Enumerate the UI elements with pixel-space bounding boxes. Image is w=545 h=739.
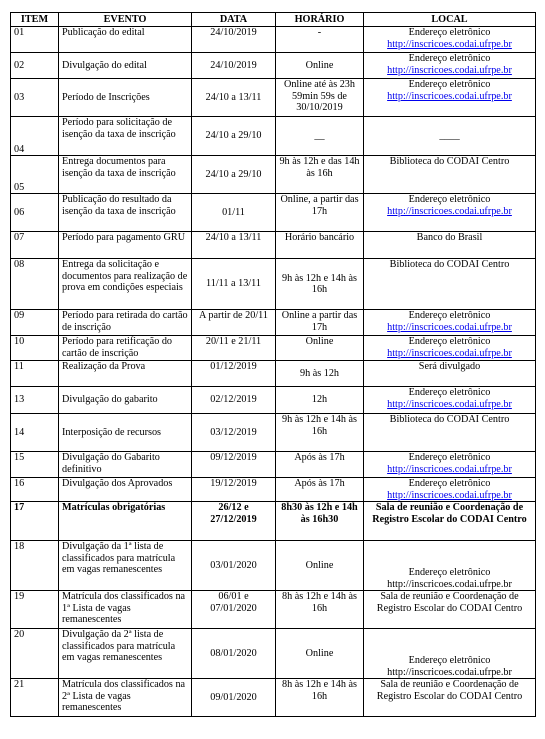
cell-evento: Interposição de recursos xyxy=(59,414,192,452)
local-url-link[interactable]: http://inscricoes.codai.ufrpe.br xyxy=(387,463,512,475)
cell-local xyxy=(364,452,536,478)
table-row xyxy=(11,27,536,53)
cell-evento: Período para solicitação de isenção da taxa de inscrição xyxy=(59,117,192,156)
local-label: Endereço eletrônico xyxy=(408,452,491,463)
cell-local xyxy=(364,478,536,502)
cell-data: 26/12 e 27/12/2019 xyxy=(192,502,276,541)
table-row xyxy=(11,679,536,717)
cell-evento: Divulgação da 2ª lista de classificados para matrícula em vagas remanescentes xyxy=(59,629,192,679)
cell-local xyxy=(364,679,536,717)
cell-horario: 9h às 12h e 14h às 16h xyxy=(276,414,364,452)
cell-horario: Online xyxy=(276,336,364,361)
cell-item: 19 xyxy=(11,591,59,629)
local-label: Endereço eletrônico xyxy=(408,567,491,578)
cell-local xyxy=(364,336,536,361)
cell-evento: Período para pagamento GRU xyxy=(59,232,192,259)
cell-horario: __ xyxy=(276,117,364,156)
cell-item: 05 xyxy=(11,156,59,194)
cell-data: 24/10/2019 xyxy=(192,53,276,79)
cell-local xyxy=(364,361,536,387)
table-row xyxy=(11,478,536,502)
local-url-link[interactable]: http://inscricoes.codai.ufrpe.br xyxy=(387,90,512,102)
cell-evento: Divulgação dos Aprovados xyxy=(59,478,192,502)
local-label: Endereço eletrônico xyxy=(408,310,491,321)
cell-item: 04 xyxy=(11,117,59,156)
cell-local xyxy=(364,79,536,117)
cell-horario: 9h às 12h xyxy=(276,361,364,387)
table-row xyxy=(11,310,536,336)
cell-local xyxy=(364,117,536,156)
cell-horario: Online a partir das 17h xyxy=(276,310,364,336)
cell-horario: 8h às 12h e 14h às 16h xyxy=(276,679,364,717)
cell-evento: Matrícula dos classificados na 2ª Lista de vagas remanescentes xyxy=(59,679,192,717)
header-evento: EVENTO xyxy=(59,13,192,27)
local-label: Será divulgado xyxy=(418,361,481,372)
local-url-text: http://inscricoes.codai.ufrpe.br xyxy=(387,578,512,590)
cell-horario: Online até às 23h 59min 59s de 30/10/2019 xyxy=(276,79,364,117)
table-row xyxy=(11,414,536,452)
cell-data: 20/11 e 21/11 xyxy=(192,336,276,361)
table-row xyxy=(11,156,536,194)
local-url-link[interactable]: http://inscricoes.codai.ufrpe.br xyxy=(387,347,512,359)
cell-evento: Matrícula dos classificados na 1ª Lista de vagas remanescentes xyxy=(59,591,192,629)
cell-data: A partir de 20/11 xyxy=(192,310,276,336)
cell-data: 24/10 a 29/10 xyxy=(192,117,276,156)
cell-horario: 12h xyxy=(276,387,364,414)
local-label: Endereço eletrônico xyxy=(408,194,491,205)
cell-item: 08 xyxy=(11,259,59,310)
cell-evento: Divulgação da 1ª lista de classificados para matrícula em vagas remanescentes xyxy=(59,541,192,591)
local-label: Endereço eletrônico xyxy=(408,53,491,64)
cell-item: 20 xyxy=(11,629,59,679)
cell-horario: 8h30 às 12h e 14h às 16h30 xyxy=(276,502,364,541)
header-horario: HORÁRIO xyxy=(276,13,364,27)
table-row xyxy=(11,117,536,156)
cell-item: 13 xyxy=(11,387,59,414)
cell-data: 01/11 xyxy=(192,194,276,232)
table-row xyxy=(11,259,536,310)
local-label: Endereço eletrônico xyxy=(408,655,491,666)
cell-item: 01 xyxy=(11,27,59,53)
cell-local xyxy=(364,232,536,259)
table-row xyxy=(11,79,536,117)
cell-local xyxy=(364,27,536,53)
cell-item: 06 xyxy=(11,194,59,232)
cell-horario: Após às 17h xyxy=(276,452,364,478)
local-label: Biblioteca do CODAI Centro xyxy=(389,259,510,270)
cell-data: 06/01 e 07/01/2020 xyxy=(192,591,276,629)
cell-horario: Online, a partir das 17h xyxy=(276,194,364,232)
table-row xyxy=(11,387,536,414)
cell-item: 16 xyxy=(11,478,59,502)
table-row xyxy=(11,361,536,387)
cell-horario: 9h às 12h e das 14h às 16h xyxy=(276,156,364,194)
local-label: Endereço eletrônico xyxy=(408,478,491,489)
table-row xyxy=(11,591,536,629)
table-header-row xyxy=(11,13,536,27)
cell-data: 08/01/2020 xyxy=(192,629,276,679)
local-label: Banco do Brasil xyxy=(416,232,483,243)
cell-item: 10 xyxy=(11,336,59,361)
cell-local xyxy=(364,414,536,452)
header-item: ITEM xyxy=(11,13,59,27)
cell-evento: Publicação do edital xyxy=(59,27,192,53)
cell-local xyxy=(364,387,536,414)
cell-local xyxy=(364,259,536,310)
cell-data: 24/10 a 13/11 xyxy=(192,79,276,117)
cell-data: 19/12/2019 xyxy=(192,478,276,502)
cell-local xyxy=(364,53,536,79)
schedule-table xyxy=(10,12,536,717)
table-row xyxy=(11,232,536,259)
cell-evento: Divulgação do gabarito xyxy=(59,387,192,414)
cell-local xyxy=(364,502,536,541)
cell-evento: Matrículas obrigatórias xyxy=(59,502,192,541)
cell-data: 03/12/2019 xyxy=(192,414,276,452)
cell-item: 15 xyxy=(11,452,59,478)
cell-evento: Período de Inscrições xyxy=(59,79,192,117)
local-label: Sala de reunião e Coordenação de Registro Escolar do CODAI Centro xyxy=(376,591,523,614)
cell-horario: 8h às 12h e 14h às 16h xyxy=(276,591,364,629)
cell-item: 17 xyxy=(11,502,59,541)
cell-evento: Publicação do resultado da isenção da taxa de inscrição xyxy=(59,194,192,232)
cell-data: 24/10 a 13/11 xyxy=(192,232,276,259)
local-label: Sala de reunião e Coordenação de Registro Escolar do CODAI Centro xyxy=(372,502,527,525)
cell-data: 01/12/2019 xyxy=(192,361,276,387)
cell-data: 09/12/2019 xyxy=(192,452,276,478)
cell-item: 11 xyxy=(11,361,59,387)
cell-item: 09 xyxy=(11,310,59,336)
local-url-link[interactable]: http://inscricoes.codai.ufrpe.br xyxy=(387,489,512,501)
cell-evento: Divulgação do edital xyxy=(59,53,192,79)
cell-horario: 9h às 12h e 14h às 16h xyxy=(276,259,364,310)
cell-evento: Entrega documentos para isenção da taxa de inscrição xyxy=(59,156,192,194)
local-label: Sala de reunião e Coordenação de Registro Escolar do CODAI Centro xyxy=(376,679,523,702)
local-label: Biblioteca do CODAI Centro xyxy=(389,156,510,167)
cell-horario: - xyxy=(276,27,364,53)
cell-evento: Entrega da solicitação e documentos para realização de prova em condições especiais xyxy=(59,259,192,310)
cell-horario: Online xyxy=(276,53,364,79)
local-label: Biblioteca do CODAI Centro xyxy=(389,414,510,425)
cell-item: 03 xyxy=(11,79,59,117)
cell-data: 24/10 a 29/10 xyxy=(192,156,276,194)
cell-horario: Online xyxy=(276,629,364,679)
cell-evento: Realização da Prova xyxy=(59,361,192,387)
local-label: ____ xyxy=(439,130,460,142)
local-label: Endereço eletrônico xyxy=(408,336,491,347)
table-row xyxy=(11,194,536,232)
table-row xyxy=(11,336,536,361)
local-url-text: http://inscricoes.codai.ufrpe.br xyxy=(387,666,512,678)
table-row xyxy=(11,629,536,679)
local-url-link[interactable]: http://inscricoes.codai.ufrpe.br xyxy=(387,398,512,410)
table-row xyxy=(11,502,536,541)
cell-item: 07 xyxy=(11,232,59,259)
cell-item: 18 xyxy=(11,541,59,591)
cell-local xyxy=(364,629,536,679)
cell-horario: Após às 17h xyxy=(276,478,364,502)
cell-item: 14 xyxy=(11,414,59,452)
local-label: Endereço eletrônico xyxy=(408,387,491,398)
cell-evento: Divulgação do Gabarito definitivo xyxy=(59,452,192,478)
cell-data: 09/01/2020 xyxy=(192,679,276,717)
cell-item: 21 xyxy=(11,679,59,717)
cell-horario: Horário bancário xyxy=(276,232,364,259)
header-local: LOCAL xyxy=(364,13,536,27)
cell-data: 03/01/2020 xyxy=(192,541,276,591)
local-label: Endereço eletrônico xyxy=(408,79,491,90)
cell-evento: Período para retificação do cartão de inscrição xyxy=(59,336,192,361)
header-data: DATA xyxy=(192,13,276,27)
cell-evento: Período para retirada do cartão de inscrição xyxy=(59,310,192,336)
local-url-link[interactable]: http://inscricoes.codai.ufrpe.br xyxy=(387,205,512,217)
cell-local xyxy=(364,591,536,629)
cell-data: 24/10/2019 xyxy=(192,27,276,53)
cell-local xyxy=(364,156,536,194)
local-url-link[interactable]: http://inscricoes.codai.ufrpe.br xyxy=(387,64,512,76)
local-url-link[interactable]: http://inscricoes.codai.ufrpe.br xyxy=(387,321,512,333)
cell-horario: Online xyxy=(276,541,364,591)
cell-local xyxy=(364,310,536,336)
cell-data: 11/11 a 13/11 xyxy=(192,259,276,310)
cell-local xyxy=(364,194,536,232)
local-url-link[interactable]: http://inscricoes.codai.ufrpe.br xyxy=(387,38,512,50)
cell-local xyxy=(364,541,536,591)
cell-item: 02 xyxy=(11,53,59,79)
local-label: Endereço eletrônico xyxy=(408,27,491,38)
table-row xyxy=(11,53,536,79)
table-row xyxy=(11,541,536,591)
table-row xyxy=(11,452,536,478)
cell-data: 02/12/2019 xyxy=(192,387,276,414)
